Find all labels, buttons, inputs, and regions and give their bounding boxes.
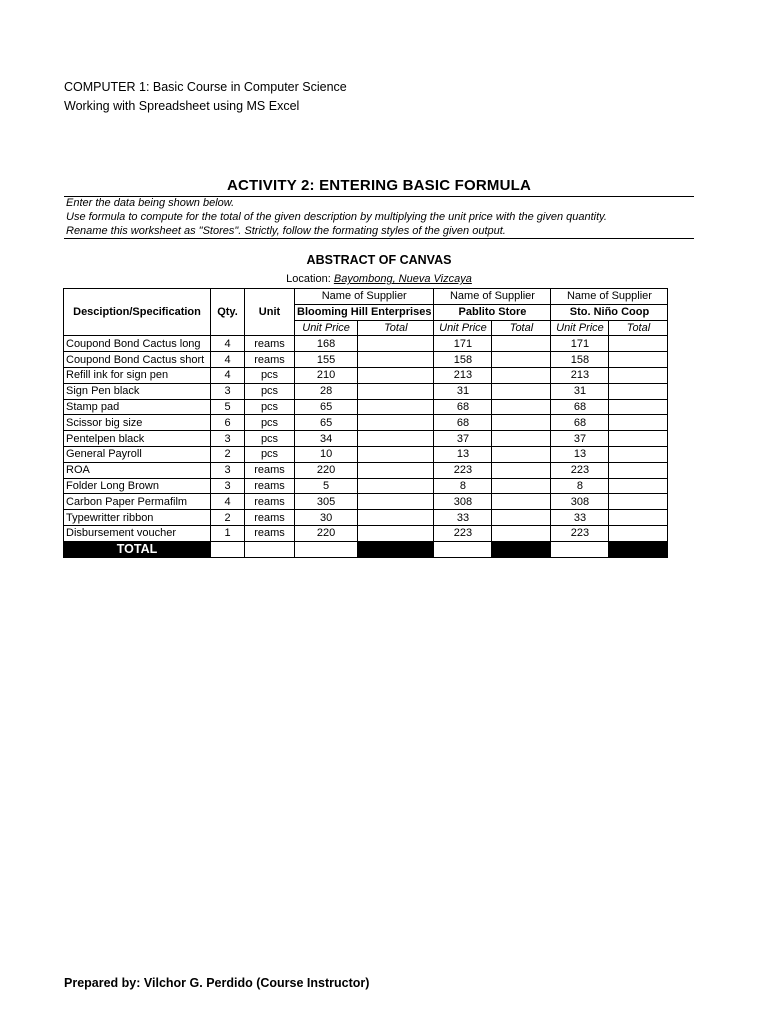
cell-total-1[interactable] bbox=[358, 399, 434, 415]
instructions bbox=[66, 196, 607, 238]
cell-unit-price-3[interactable]: 37 bbox=[551, 431, 609, 447]
instruction-line: Rename this worksheet as "Stores". Strictly, follow the formating styles of the given output. bbox=[66, 225, 506, 237]
cell-description[interactable]: Carbon Paper Permafilm bbox=[64, 494, 211, 510]
cell-description[interactable]: Stamp pad bbox=[64, 399, 211, 415]
canvas-table bbox=[63, 288, 668, 558]
cell-unit[interactable]: pcs bbox=[245, 383, 295, 399]
cell-unit-price-2[interactable]: 171 bbox=[434, 336, 492, 352]
instruction-line: Enter the data being shown below. bbox=[66, 197, 235, 209]
total-empty-price-1 bbox=[295, 541, 358, 557]
supplier-name-1: Blooming Hill Enterprises bbox=[295, 304, 434, 320]
table-row bbox=[64, 336, 668, 352]
table-row bbox=[64, 367, 668, 383]
cell-total-2[interactable] bbox=[492, 383, 551, 399]
cell-unit-price-2[interactable]: 31 bbox=[434, 383, 492, 399]
cell-total-3[interactable] bbox=[609, 336, 668, 352]
course-title: COMPUTER 1: Basic Course in Computer Science bbox=[64, 80, 347, 94]
cell-unit-price-2[interactable]: 223 bbox=[434, 525, 492, 541]
header-supplier-label-3: Name of Supplier bbox=[551, 289, 668, 305]
cell-total-2[interactable] bbox=[492, 494, 551, 510]
cell-total-2[interactable] bbox=[492, 431, 551, 447]
cell-total-3[interactable] bbox=[609, 510, 668, 526]
total-empty-unit bbox=[245, 541, 295, 557]
cell-total-1[interactable] bbox=[358, 431, 434, 447]
cell-unit[interactable]: reams bbox=[245, 525, 295, 541]
cell-total-3[interactable] bbox=[609, 525, 668, 541]
cell-unit-price-2[interactable]: 68 bbox=[434, 399, 492, 415]
cell-qty[interactable]: 2 bbox=[211, 446, 245, 462]
header-unit-price-1: Unit Price bbox=[295, 320, 358, 336]
cell-qty[interactable]: 3 bbox=[211, 478, 245, 494]
cell-total-2[interactable] bbox=[492, 399, 551, 415]
cell-unit[interactable]: reams bbox=[245, 510, 295, 526]
cell-total-1[interactable] bbox=[358, 367, 434, 383]
header-total-2: Total bbox=[492, 320, 551, 336]
cell-qty[interactable]: 4 bbox=[211, 367, 245, 383]
cell-qty[interactable]: 1 bbox=[211, 525, 245, 541]
cell-total-2[interactable] bbox=[492, 462, 551, 478]
cell-unit[interactable]: reams bbox=[245, 478, 295, 494]
cell-description[interactable]: Pentelpen black bbox=[64, 431, 211, 447]
header-total-3: Total bbox=[609, 320, 668, 336]
cell-qty[interactable]: 4 bbox=[211, 352, 245, 368]
cell-total-1[interactable] bbox=[358, 478, 434, 494]
table-row bbox=[64, 525, 668, 541]
cell-total-2[interactable] bbox=[492, 336, 551, 352]
cell-total-3[interactable] bbox=[609, 399, 668, 415]
instructions-bottom-rule bbox=[64, 238, 694, 239]
cell-total-3[interactable] bbox=[609, 415, 668, 431]
cell-unit-price-3[interactable]: 213 bbox=[551, 367, 609, 383]
cell-total-1[interactable] bbox=[358, 462, 434, 478]
cell-unit-price-3[interactable]: 33 bbox=[551, 510, 609, 526]
cell-unit-price-3[interactable]: 8 bbox=[551, 478, 609, 494]
cell-unit-price-3[interactable]: 68 bbox=[551, 415, 609, 431]
cell-total-1[interactable] bbox=[358, 352, 434, 368]
table-row bbox=[64, 494, 668, 510]
cell-description[interactable]: Typewritter ribbon bbox=[64, 510, 211, 526]
cell-unit-price-3[interactable]: 223 bbox=[551, 525, 609, 541]
cell-total-1[interactable] bbox=[358, 525, 434, 541]
cell-qty[interactable]: 3 bbox=[211, 383, 245, 399]
cell-unit[interactable]: pcs bbox=[245, 399, 295, 415]
table-row bbox=[64, 446, 668, 462]
cell-total-2[interactable] bbox=[492, 525, 551, 541]
grand-total-2[interactable] bbox=[492, 541, 551, 557]
cell-description[interactable]: Sign Pen black bbox=[64, 383, 211, 399]
cell-unit-price-1[interactable]: 305 bbox=[295, 494, 358, 510]
cell-unit-price-2[interactable]: 8 bbox=[434, 478, 492, 494]
cell-total-2[interactable] bbox=[492, 478, 551, 494]
header-qty: Qty. bbox=[211, 289, 245, 336]
total-empty-price-3 bbox=[551, 541, 609, 557]
cell-unit-price-1[interactable]: 30 bbox=[295, 510, 358, 526]
cell-unit-price-1[interactable]: 65 bbox=[295, 399, 358, 415]
table-row bbox=[64, 510, 668, 526]
cell-unit[interactable]: reams bbox=[245, 352, 295, 368]
cell-total-3[interactable] bbox=[609, 431, 668, 447]
cell-total-3[interactable] bbox=[609, 352, 668, 368]
cell-description[interactable]: Refill ink for sign pen bbox=[64, 367, 211, 383]
cell-total-2[interactable] bbox=[492, 446, 551, 462]
header-supplier-label-2: Name of Supplier bbox=[434, 289, 551, 305]
total-empty-qty bbox=[211, 541, 245, 557]
cell-total-1[interactable] bbox=[358, 510, 434, 526]
cell-total-3[interactable] bbox=[609, 446, 668, 462]
cell-qty[interactable]: 5 bbox=[211, 399, 245, 415]
prepared-by-name: Vilchor G. Perdido (Course Instructor) bbox=[143, 976, 370, 990]
cell-unit[interactable]: pcs bbox=[245, 446, 295, 462]
cell-total-3[interactable] bbox=[609, 478, 668, 494]
grand-total-1[interactable] bbox=[358, 541, 434, 557]
supplier-name-3: Sto. Niño Coop bbox=[551, 304, 668, 320]
cell-unit-price-2[interactable]: 223 bbox=[434, 462, 492, 478]
header-description: Desciption/Specification bbox=[64, 289, 211, 336]
header-unit-price-3: Unit Price bbox=[551, 320, 609, 336]
cell-qty[interactable]: 4 bbox=[211, 336, 245, 352]
cell-total-3[interactable] bbox=[609, 462, 668, 478]
header-supplier-label-1: Name of Supplier bbox=[295, 289, 434, 305]
cell-unit[interactable]: reams bbox=[245, 494, 295, 510]
course-topic: Working with Spreadsheet using MS Excel bbox=[64, 99, 300, 113]
prepared-by-label: Prepared by: bbox=[64, 976, 141, 990]
cell-description[interactable]: Scissor big size bbox=[64, 415, 211, 431]
cell-total-1[interactable] bbox=[358, 415, 434, 431]
table-row bbox=[64, 462, 668, 478]
cell-total-3[interactable] bbox=[609, 367, 668, 383]
cell-qty[interactable]: 3 bbox=[211, 431, 245, 447]
cell-description[interactable]: General Payroll bbox=[64, 446, 211, 462]
cell-total-1[interactable] bbox=[358, 383, 434, 399]
cell-total-1[interactable] bbox=[358, 336, 434, 352]
cell-unit-price-1[interactable]: 5 bbox=[295, 478, 358, 494]
cell-unit-price-1[interactable]: 155 bbox=[295, 352, 358, 368]
cell-unit-price-2[interactable]: 308 bbox=[434, 494, 492, 510]
table-row bbox=[64, 478, 668, 494]
table-row bbox=[64, 383, 668, 399]
cell-unit-price-1[interactable]: 210 bbox=[295, 367, 358, 383]
table-row bbox=[64, 415, 668, 431]
cell-unit-price-3[interactable]: 13 bbox=[551, 446, 609, 462]
cell-unit-price-3[interactable]: 68 bbox=[551, 399, 609, 415]
cell-unit-price-3[interactable]: 308 bbox=[551, 494, 609, 510]
location-line bbox=[64, 273, 694, 285]
cell-unit-price-2[interactable]: 68 bbox=[434, 415, 492, 431]
cell-unit-price-1[interactable]: 34 bbox=[295, 431, 358, 447]
cell-description[interactable]: Coupond Bond Cactus long bbox=[64, 336, 211, 352]
cell-qty[interactable]: 4 bbox=[211, 494, 245, 510]
cell-unit-price-1[interactable]: 10 bbox=[295, 446, 358, 462]
cell-unit[interactable]: reams bbox=[245, 336, 295, 352]
total-label: TOTAL bbox=[64, 541, 211, 557]
cell-unit-price-3[interactable]: 31 bbox=[551, 383, 609, 399]
activity-title: ACTIVITY 2: ENTERING BASIC FORMULA bbox=[226, 177, 532, 194]
cell-description[interactable]: ROA bbox=[64, 462, 211, 478]
cell-unit-price-3[interactable]: 158 bbox=[551, 352, 609, 368]
prepared-by bbox=[64, 976, 369, 990]
cell-unit-price-1[interactable]: 220 bbox=[295, 525, 358, 541]
cell-total-3[interactable] bbox=[609, 494, 668, 510]
cell-unit-price-1[interactable]: 65 bbox=[295, 415, 358, 431]
cell-unit-price-3[interactable]: 223 bbox=[551, 462, 609, 478]
cell-total-1[interactable] bbox=[358, 494, 434, 510]
header-unit: Unit bbox=[245, 289, 295, 336]
cell-description[interactable]: Coupond Bond Cactus short bbox=[64, 352, 211, 368]
table-row bbox=[64, 399, 668, 415]
header-total-1: Total bbox=[358, 320, 434, 336]
cell-qty[interactable]: 6 bbox=[211, 415, 245, 431]
table-row bbox=[64, 431, 668, 447]
grand-total-3[interactable] bbox=[609, 541, 668, 557]
total-empty-price-2 bbox=[434, 541, 492, 557]
cell-unit[interactable]: reams bbox=[245, 462, 295, 478]
cell-unit-price-1[interactable]: 168 bbox=[295, 336, 358, 352]
cell-qty[interactable]: 2 bbox=[211, 510, 245, 526]
cell-unit-price-2[interactable]: 213 bbox=[434, 367, 492, 383]
cell-unit-price-2[interactable]: 33 bbox=[434, 510, 492, 526]
course-header bbox=[64, 78, 347, 116]
cell-total-3[interactable] bbox=[609, 383, 668, 399]
cell-description[interactable]: Folder Long Brown bbox=[64, 478, 211, 494]
cell-total-2[interactable] bbox=[492, 352, 551, 368]
cell-unit-price-1[interactable]: 220 bbox=[295, 462, 358, 478]
cell-unit-price-2[interactable]: 13 bbox=[434, 446, 492, 462]
total-row bbox=[64, 541, 668, 557]
cell-unit[interactable]: pcs bbox=[245, 415, 295, 431]
supplier-name-2: Pablito Store bbox=[434, 304, 551, 320]
cell-total-2[interactable] bbox=[492, 415, 551, 431]
cell-unit-price-3[interactable]: 171 bbox=[551, 336, 609, 352]
cell-unit-price-2[interactable]: 37 bbox=[434, 431, 492, 447]
cell-total-1[interactable] bbox=[358, 446, 434, 462]
cell-unit[interactable]: pcs bbox=[245, 367, 295, 383]
cell-unit[interactable]: pcs bbox=[245, 431, 295, 447]
cell-total-2[interactable] bbox=[492, 367, 551, 383]
header-unit-price-2: Unit Price bbox=[434, 320, 492, 336]
cell-total-2[interactable] bbox=[492, 510, 551, 526]
cell-unit-price-1[interactable]: 28 bbox=[295, 383, 358, 399]
abstract-title: ABSTRACT OF CANVAS bbox=[306, 253, 452, 267]
header-row-supplier-label bbox=[64, 289, 668, 305]
cell-unit-price-2[interactable]: 158 bbox=[434, 352, 492, 368]
location-value: Bayombong, Nueva Vizcaya bbox=[333, 273, 472, 285]
table-row bbox=[64, 352, 668, 368]
cell-qty[interactable]: 3 bbox=[211, 462, 245, 478]
location-label: Location: bbox=[286, 273, 331, 285]
instruction-line: Use formula to compute for the total of the given description by multiplying the unit price with the given quantity. bbox=[66, 211, 607, 223]
cell-description[interactable]: Disbursement voucher bbox=[64, 525, 211, 541]
